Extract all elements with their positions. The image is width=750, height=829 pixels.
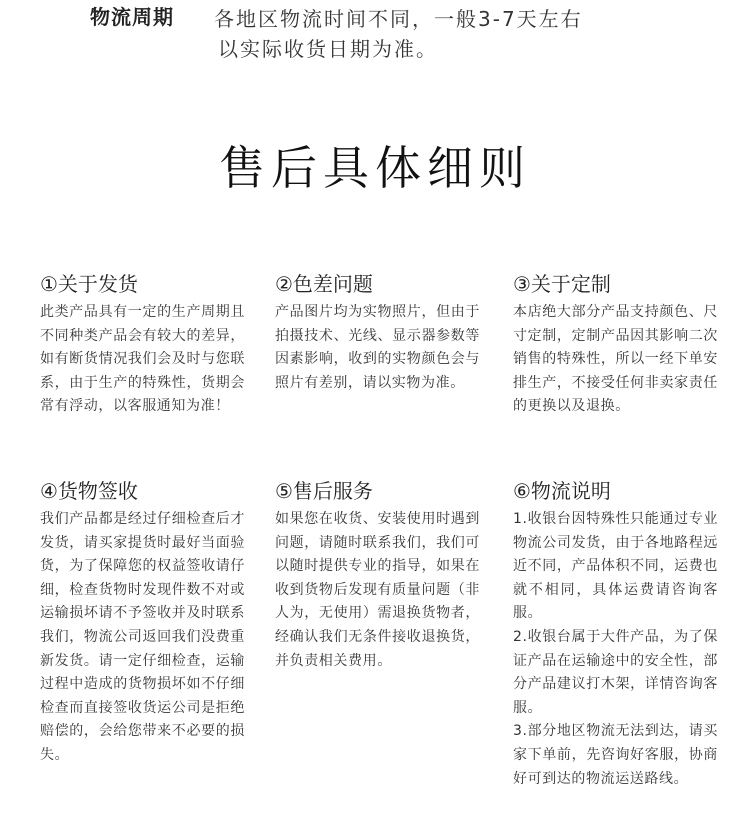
card-heading: ④货物签收 bbox=[40, 479, 138, 503]
logistics-note-2: 2.收银台属于大件产品，为了保证产品在运输途中的安全性，部分产品建议打木架，详情咨询客服。 bbox=[513, 628, 718, 716]
logistics-period-line-2: 以实际收货日期为准。 bbox=[218, 37, 438, 61]
section-title: 售后具体细则 bbox=[219, 141, 531, 195]
card-customization bbox=[513, 271, 718, 419]
card-after-sales-service bbox=[275, 478, 480, 673]
card-body: 产品图片均为实物照片，但由于拍摄技术、光线、显示器参数等因素影响，收到的实物颜色会与照片有差别，请以实物为准。 bbox=[275, 304, 480, 391]
logistics-note-3: 3.部分地区物流无法到达，请买家下单前，先咨询好客服，协商好可到达的物流运送路线。 bbox=[513, 723, 718, 787]
card-shipping bbox=[40, 271, 245, 419]
card-logistics-notes bbox=[513, 478, 718, 791]
logistics-note-1: 1.收银台因特殊性只能通过专业物流公司发货，由于各地路程远近不同，产品体积不同，运费也就不相同，具体运费请咨询客服。 bbox=[513, 511, 718, 622]
card-body: 我们产品都是经过仔细检查后才发货，请买家提货时最好当面验货，为了保障您的权益签收请仔细，检查货物时发现件数不对或运输损坏请不予签收并及时联系我们，物流公司返回我们没费重新发货。请一定仔细检查，运输过程中造成的货物损坏如不仔细检查而直接签收货运公司是拒绝赔偿的，会给您带来不必要的损失。 bbox=[40, 511, 245, 763]
logistics-period-line-1: 各地区物流时间不同，一般3-7天左右 bbox=[214, 7, 583, 31]
card-body: 如果您在收货、安装使用时遇到问题，请随时联系我们，我们可以随时提供专业的指导，如果在收到货物后发现有质量问题（非人为，无使用）需退换货物者，经确认我们无条件接收退换货，并负责相关费用。 bbox=[275, 511, 480, 669]
card-body bbox=[513, 508, 718, 791]
card-color-difference bbox=[275, 271, 480, 395]
card-heading: ②色差问题 bbox=[275, 272, 373, 296]
card-heading: ①关于发货 bbox=[40, 272, 138, 296]
card-body: 本店绝大部分产品支持颜色、尺寸定制，定制产品因其影响二次销售的特殊性，所以一经下单安排生产，不接受任何非卖家责任的更换以及退换。 bbox=[513, 304, 718, 415]
card-body: 此类产品具有一定的生产周期且不同种类产品会有较大的差异，如有断货情况我们会及时与您联系，由于生产的特殊性，货期会常有浮动，以客服通知为准！ bbox=[40, 304, 245, 415]
card-heading: ③关于定制 bbox=[513, 272, 611, 296]
logistics-period-label: 物流周期 bbox=[90, 5, 174, 29]
logistics-period-value bbox=[214, 4, 583, 64]
card-heading: ⑥物流说明 bbox=[513, 479, 611, 503]
card-heading: ⑤售后服务 bbox=[275, 479, 373, 503]
card-goods-receipt bbox=[40, 478, 245, 768]
